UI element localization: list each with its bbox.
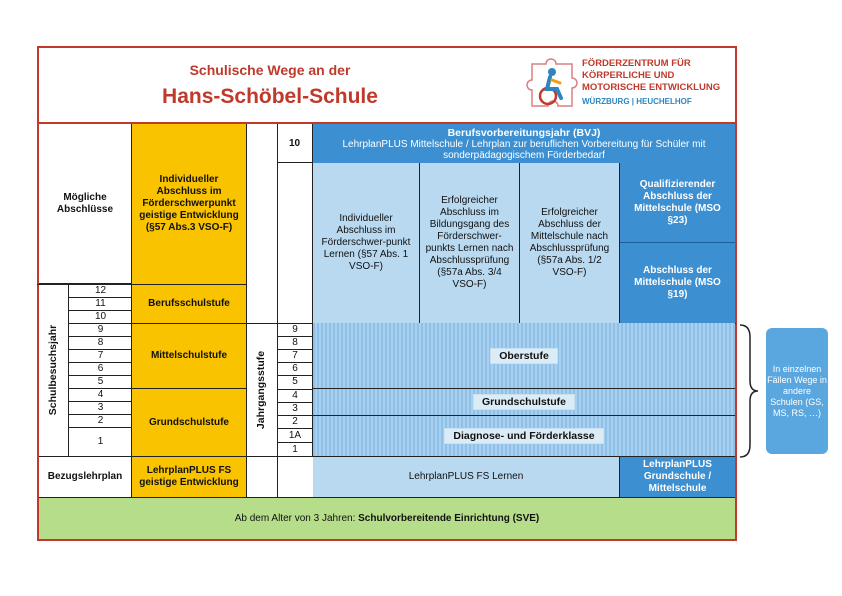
year-8: 8: [97, 337, 104, 348]
grade-4: 4: [292, 390, 298, 401]
logo-line3: MOTORISCHE ENTWICKLUNG: [582, 82, 721, 93]
year-5: 5: [97, 376, 104, 387]
left-mid-divider: [37, 284, 133, 285]
grade-3: 3: [292, 403, 298, 414]
year-2: 2: [97, 415, 104, 426]
abschluss-bildungsgang-text: Erfolgreicher Abschluss im Bildungsgang des Förderschwer-punkts Lernen nach Abschlussprüfung (§57a Abs. 3/4 VSO-F): [425, 195, 514, 290]
year-6: 6: [97, 363, 104, 374]
lehrplan-lernen-box: LehrplanPLUS FS Lernen: [313, 457, 620, 497]
jahrgangsstufe-label: Jahrgangsstufe: [255, 350, 268, 429]
moegliche-abschluesse-label: Mögliche Abschlüsse: [39, 124, 132, 284]
logo-subtitle: WÜRZBURG | HEUCHELHOF: [582, 97, 692, 106]
grundschulstufe-right-block: [313, 389, 735, 416]
berufsschulstufe-box: Berufsschulstufe: [132, 284, 246, 323]
grade-1: 1: [292, 443, 298, 455]
abschluss-geistig-text: Individueller Abschluss im Förderschwerpunkt geistige Entwicklung (§57 Abs.3 VSO-F): [139, 174, 239, 233]
grade-5: 5: [292, 376, 298, 387]
abschluss-bildungsgang-box: [420, 163, 520, 323]
abschluss-geistig-box: [132, 124, 246, 284]
jahrgangsstufe-cell: [246, 323, 277, 456]
grade-1a: 1A: [288, 429, 302, 441]
grade-9: 9: [292, 324, 298, 335]
abschluss-lernen-box: [313, 163, 420, 323]
page-title-line2: Hans-Schöbel-Schule: [162, 85, 378, 108]
year-10: 10: [94, 311, 107, 322]
logo-line2: KÖRPERLICHE UND: [582, 70, 675, 81]
year-10-right: 10: [277, 124, 313, 163]
lehrplan-grundschule-box: LehrplanPLUS Grundschule / Mittelschule: [620, 457, 735, 497]
grade-8: 8: [292, 337, 298, 348]
sve-prefix: Ab dem Alter von 3 Jahren:: [234, 512, 359, 524]
schulbesuchsjahr-cell: [39, 284, 69, 456]
logo-text: [582, 58, 732, 94]
year-12: 12: [94, 285, 107, 296]
right-grade-column: [277, 323, 313, 456]
left-year-column: [69, 284, 132, 456]
bvj-box: [313, 124, 735, 163]
side-note-box: [766, 328, 828, 454]
page-title-line1: Schulische Wege an der: [189, 62, 351, 78]
bvj-subtitle: LehrplanPLUS Mittelschule / Lehrplan zur beruflichen Vorbereitung für Schüler mit sonderpädagogischem Förderbedarf: [342, 138, 706, 161]
bezugslehrplan-label: Bezugslehrplan: [39, 457, 132, 497]
logo-line1: FÖRDERZENTRUM FÜR: [582, 58, 691, 69]
oberstufe-label: Oberstufe: [490, 348, 558, 364]
diagnose-label: Diagnose- und Förderklasse: [444, 428, 603, 444]
grade-6: 6: [292, 363, 298, 374]
year-7: 7: [97, 350, 104, 361]
oberstufe-block: [313, 323, 735, 389]
grundschulstufe-right-label: Grundschulstufe: [473, 394, 575, 410]
abschluss-ms-box: Abschluss der Mittelschule (MSO §19): [620, 243, 735, 323]
lehrplan-fs-geistig-box: LehrplanPLUS FS geistige Entwicklung: [132, 457, 246, 497]
year-4: 4: [97, 389, 104, 400]
schulbesuchsjahr-label: Schulbesuchsjahr: [47, 324, 60, 416]
puzzle-wheelchair-logo-icon: [526, 56, 580, 112]
year-11: 11: [95, 298, 106, 309]
bvj-title: Berufsvorbereitungsjahr (BVJ): [447, 126, 601, 139]
abschluss-mittelschule-box: [520, 163, 620, 323]
diagnose-block: [313, 416, 735, 456]
year-9: 9: [97, 324, 104, 335]
abschluss-lernen-text: Individueller Abschluss im Förderschwer-punkt Lernen (§57 Abs. 1 VSO-F): [321, 213, 411, 272]
side-note-text: In einzelnen Fällen Wege in andere Schulen (GS, MS, RS, …): [767, 363, 827, 418]
empty-year-cell: [277, 163, 313, 323]
quali-box: Qualifizierender Abschluss der Mittelschule (MSO §23): [620, 163, 735, 243]
abschluss-mittelschule-text: Erfolgreicher Abschluss der Mittelschule nach Abschlussprüfung (§57a Abs. 1/2 VSO-F): [529, 207, 610, 278]
grade-7: 7: [292, 350, 298, 361]
sve-label: Schulvorbereitende Einrichtung (SVE): [358, 512, 540, 524]
right-brace-icon: [738, 323, 760, 459]
sve-footer: [39, 498, 735, 539]
grundschulstufe-left-box: Grundschulstufe: [132, 388, 246, 456]
mittelschulstufe-box: Mittelschulstufe: [132, 323, 246, 388]
grade-2: 2: [292, 416, 298, 427]
year-1: 1: [97, 436, 104, 447]
year-3: 3: [97, 402, 104, 413]
